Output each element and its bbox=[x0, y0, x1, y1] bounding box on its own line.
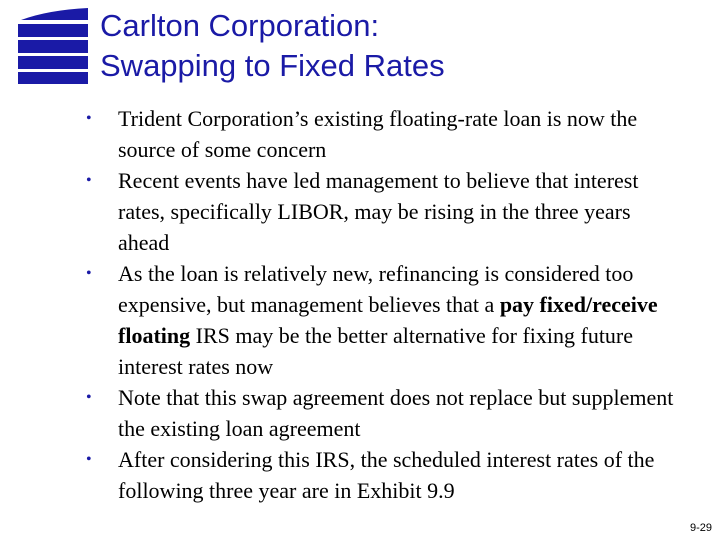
bullet-list bbox=[84, 103, 674, 506]
bullet-item bbox=[84, 258, 674, 382]
bullet-text-pre: As the loan is relatively new, refinancing is considered too expensive, but management believes that a bbox=[118, 261, 634, 317]
bullet-icon: • bbox=[86, 172, 92, 189]
bullet-item bbox=[84, 382, 674, 444]
slide-title-line-1: Carlton Corporation: bbox=[100, 8, 380, 43]
slide-title-line-2: Swapping to Fixed Rates bbox=[100, 48, 445, 83]
slide-title bbox=[100, 6, 700, 86]
bullet-icon: • bbox=[86, 110, 92, 127]
bullet-icon: • bbox=[86, 265, 92, 282]
bullet-text-emphasis: pay fixed/receive floating bbox=[118, 292, 658, 348]
bullet-icon: • bbox=[86, 389, 92, 406]
bullet-text: Recent events have led management to believe that interest rates, specifically LIBOR, may be rising in the three years ahead bbox=[118, 168, 639, 255]
bullet-text: After considering this IRS, the scheduled interest rates of the following three year are in Exhibit 9.9 bbox=[118, 447, 655, 503]
bullet-text: Trident Corporation’s existing floating-rate loan is now the source of some concern bbox=[118, 106, 638, 162]
bullet-item bbox=[84, 103, 674, 165]
stacked-bars-logo-icon bbox=[18, 8, 90, 84]
bullet-icon: • bbox=[86, 451, 92, 468]
bullet-item bbox=[84, 444, 674, 506]
bullet-item bbox=[84, 165, 674, 258]
bullet-text: Note that this swap agreement does not replace but supplement the existing loan agreement bbox=[118, 385, 674, 441]
bullet-text-post: IRS may be the better alternative for fixing future interest rates now bbox=[118, 323, 634, 379]
slide-number: 9-29 bbox=[689, 522, 712, 534]
